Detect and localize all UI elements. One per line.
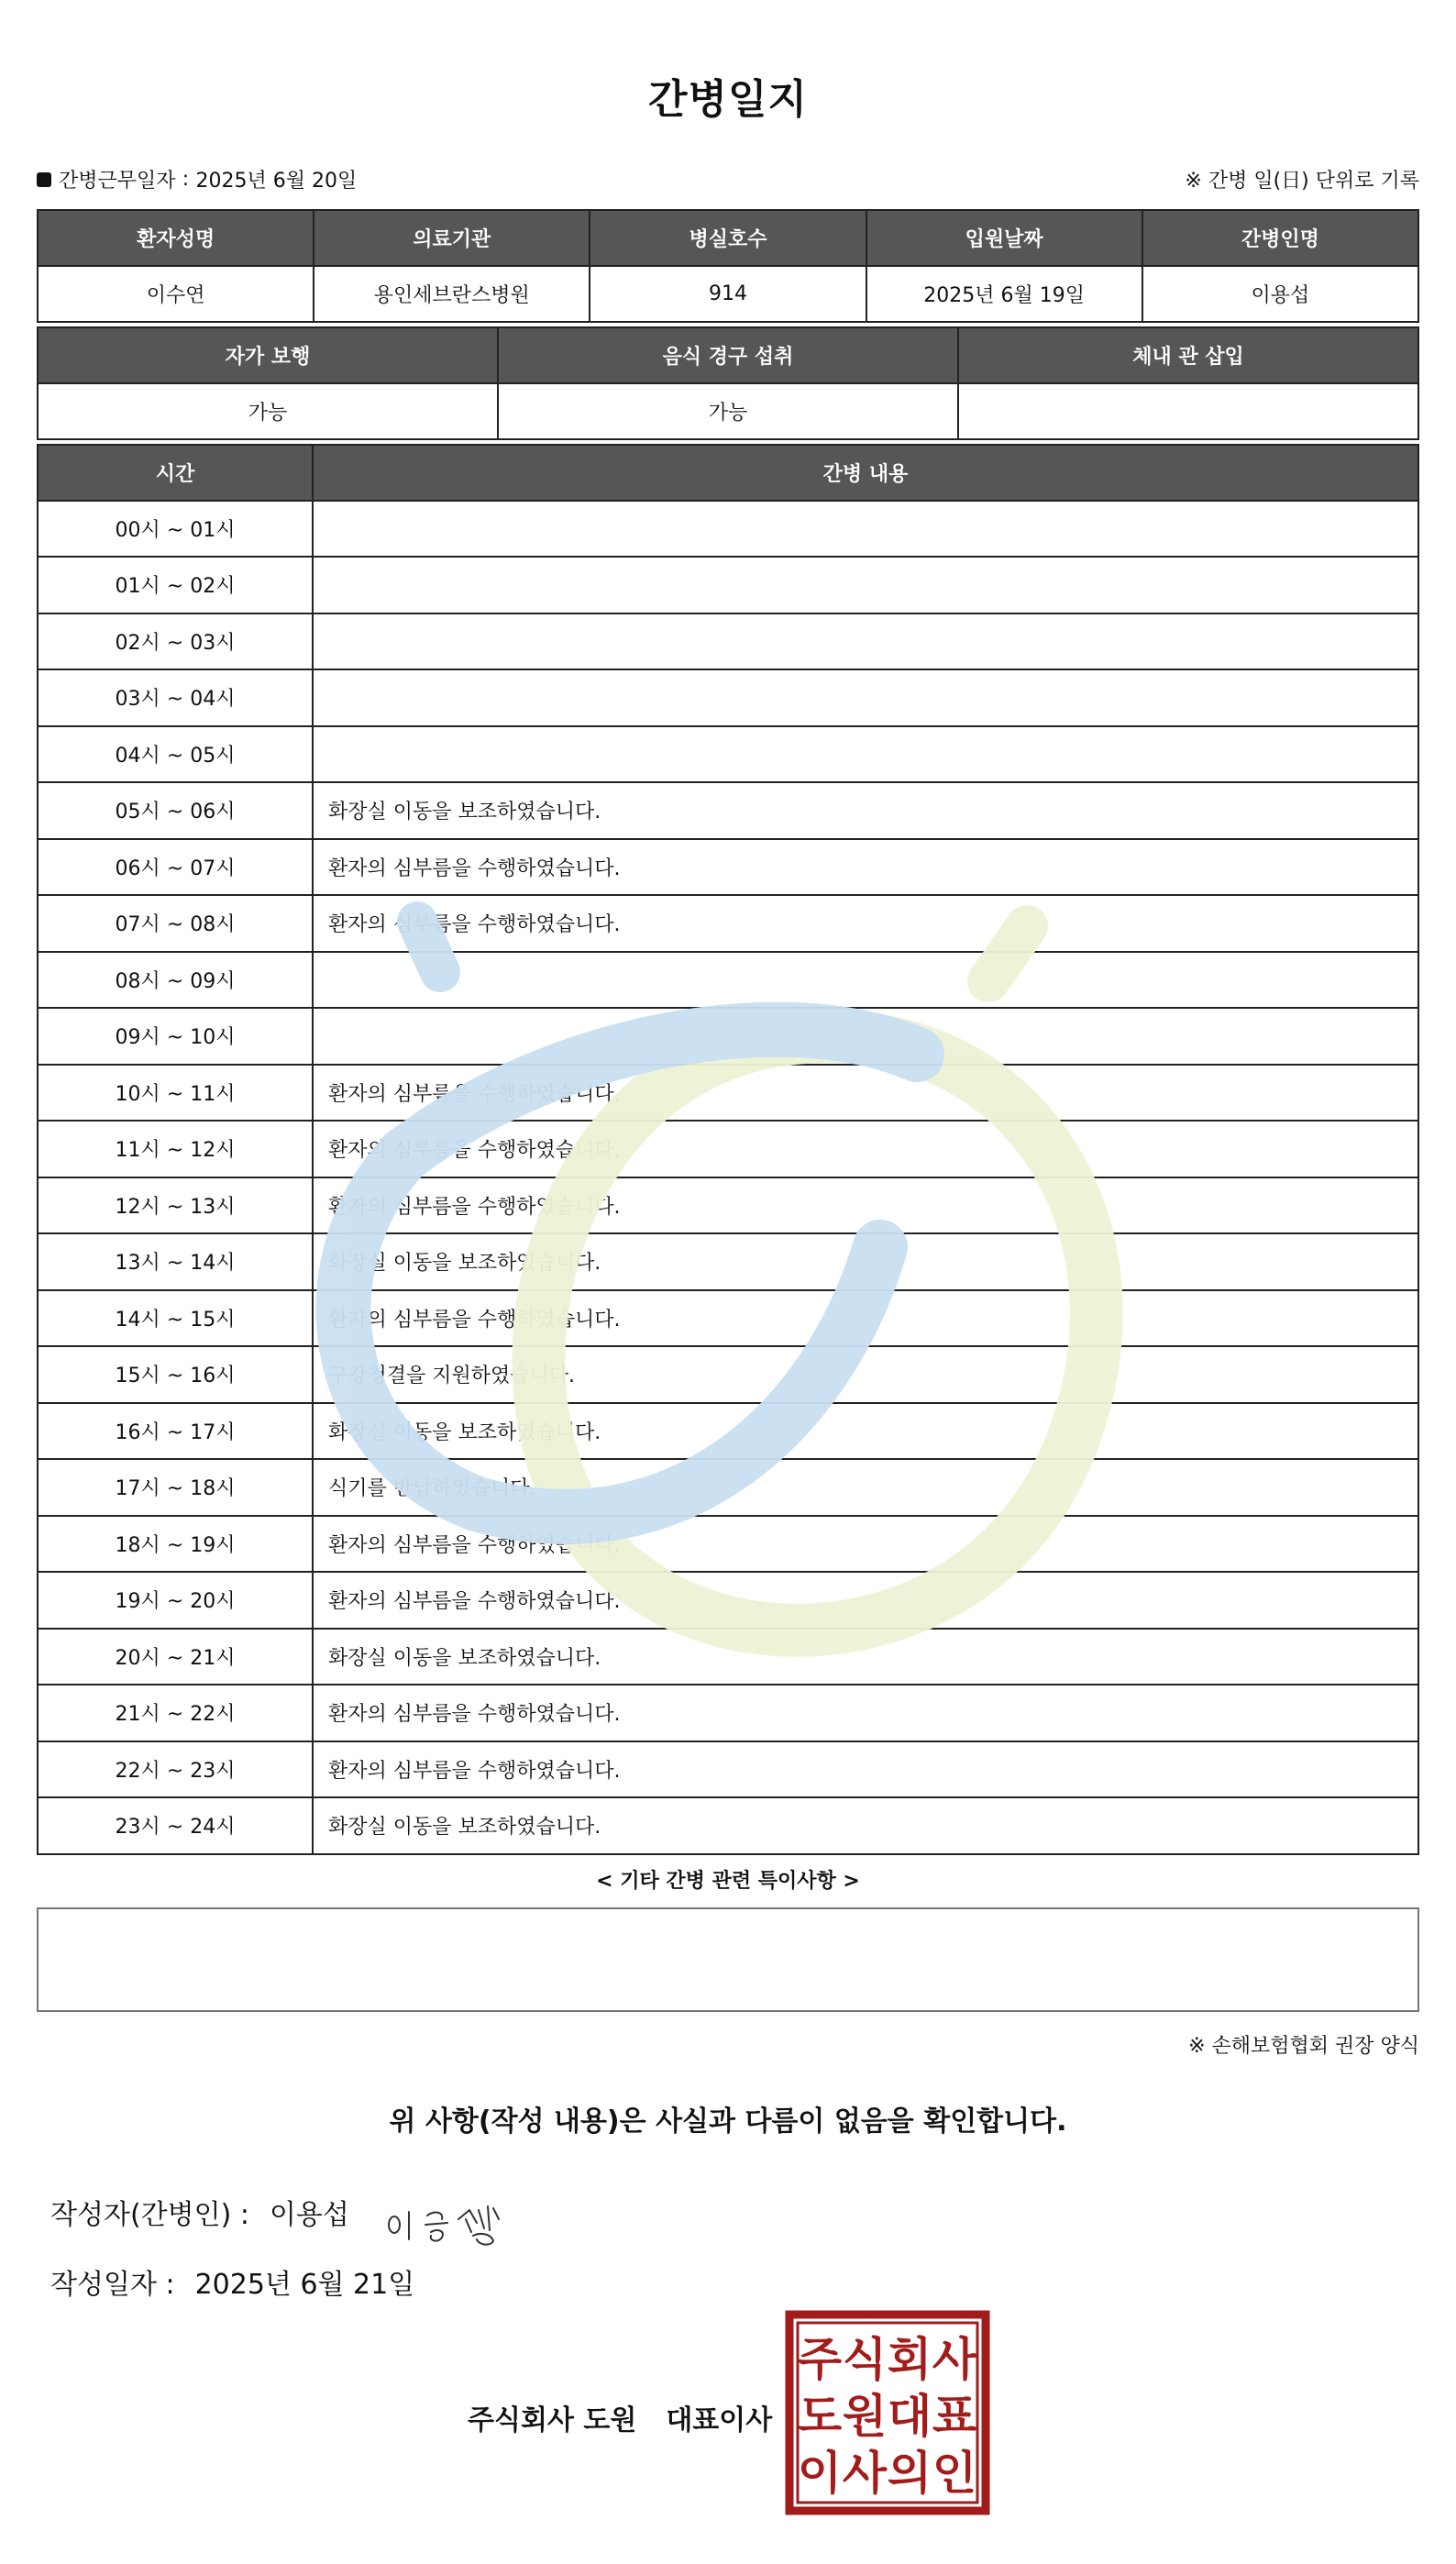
care-log-content	[313, 952, 1418, 1009]
tube-insertion-value	[958, 383, 1418, 439]
care-log-row	[38, 1008, 1418, 1065]
work-date-label: 간병근무일자	[59, 170, 176, 193]
patient-info-header-row	[38, 210, 1418, 266]
seal-glyph: 회	[887, 2333, 932, 2386]
care-log-time: 09시 ~ 10시	[38, 1008, 313, 1065]
care-log-content	[313, 557, 1418, 613]
seal-glyph: 사	[932, 2333, 977, 2386]
care-log-content: 환자의 심부름을 수행하였습니다.	[313, 1177, 1418, 1234]
care-log-content: 구강청결을 지원하였습니다.	[313, 1346, 1418, 1403]
care-log-content: 화장실 이동을 보조하였습니다.	[313, 1403, 1418, 1460]
write-date-line	[50, 2261, 414, 2302]
care-log-time: 08시 ~ 09시	[38, 952, 313, 1009]
seal-glyph: 원	[842, 2390, 888, 2443]
header-patient-name: 환자성명	[38, 210, 314, 266]
care-log-time: 20시 ~ 21시	[38, 1629, 313, 1685]
care-log-row	[38, 952, 1418, 1009]
care-log-time: 14시 ~ 15시	[38, 1290, 313, 1347]
care-log-row	[38, 1741, 1418, 1798]
care-log-content: 환자의 심부름을 수행하였습니다.	[313, 1685, 1418, 1741]
header-institution: 의료기관	[314, 210, 590, 266]
header-tube-insertion: 체내 관 삽입	[958, 327, 1418, 383]
writer-line	[50, 2192, 349, 2232]
care-log-content: 환자의 심부름을 수행하였습니다.	[313, 1121, 1418, 1177]
care-log-content	[313, 501, 1418, 557]
seal-glyph: 대	[887, 2390, 932, 2443]
condition-header-row	[38, 327, 1418, 383]
care-log-content: 화장실 이동을 보조하였습니다.	[313, 782, 1418, 839]
room-number: 914	[590, 266, 866, 322]
care-log-time: 15시 ~ 16시	[38, 1346, 313, 1403]
care-log-time: 00시 ~ 01시	[38, 501, 313, 557]
confirmation-statement: 위 사항(작성 내용)은 사실과 다름이 없음을 확인합니다.	[389, 2105, 1067, 2138]
care-log-content: 환자의 심부름을 수행하였습니다.	[313, 1065, 1418, 1122]
care-log-row	[38, 895, 1418, 952]
care-log-content: 환자의 심부름을 수행하였습니다.	[313, 895, 1418, 952]
care-log-content: 환자의 심부름을 수행하였습니다.	[313, 1290, 1418, 1347]
care-log-row	[38, 1403, 1418, 1460]
care-log-row	[38, 1065, 1418, 1122]
bullet-square-icon	[37, 172, 51, 187]
condition-value-row	[38, 383, 1418, 439]
care-log-row	[38, 1685, 1418, 1741]
care-log-table	[37, 444, 1419, 1855]
company-representative-title: 대표이사	[666, 2404, 773, 2437]
header-time: 시간	[38, 445, 313, 501]
care-log-row	[38, 1290, 1418, 1347]
care-log-row	[38, 1177, 1418, 1234]
care-log-row	[38, 501, 1418, 557]
care-log-time: 01시 ~ 02시	[38, 557, 313, 613]
seal-glyph: 사	[842, 2447, 888, 2500]
seal-glyph: 인	[932, 2447, 977, 2500]
company-signoff	[468, 2397, 772, 2437]
care-log-time: 21시 ~ 22시	[38, 1685, 313, 1741]
caregiver-name: 이용섭	[1142, 266, 1418, 322]
work-date-value: 2025년 6월 20일	[195, 170, 358, 193]
care-log-content	[313, 669, 1418, 726]
care-log-row	[38, 726, 1418, 783]
write-date-label: 작성일자 :	[50, 2269, 175, 2301]
seal-glyph: 의	[887, 2447, 932, 2500]
self-walking-value: 가능	[38, 383, 498, 439]
care-log-row	[38, 1516, 1418, 1573]
care-log-time: 05시 ~ 06시	[38, 782, 313, 839]
notes-title: < 기타 간병 관련 특이사항 >	[596, 1870, 860, 1893]
care-log-time: 06시 ~ 07시	[38, 839, 313, 896]
care-log-content: 화장실 이동을 보조하였습니다.	[313, 1797, 1418, 1854]
care-log-row	[38, 613, 1418, 670]
care-log-content: 화장실 이동을 보조하였습니다.	[313, 1629, 1418, 1685]
care-log-row	[38, 1572, 1418, 1629]
care-log-content	[313, 726, 1418, 783]
care-log-row	[38, 1346, 1418, 1403]
form-note: ※ 손해보험협회 권장 양식	[1188, 2035, 1419, 2058]
writer-name: 이용섭	[269, 2199, 349, 2231]
header-oral-intake: 음식 경구 섭취	[498, 327, 958, 383]
writer-label: 작성자(간병인) :	[50, 2199, 249, 2231]
care-log-row	[38, 839, 1418, 896]
admission-date: 2025년 6월 19일	[866, 266, 1142, 322]
work-date-separator: :	[182, 168, 190, 191]
write-date-value: 2025년 6월 21일	[194, 2269, 415, 2301]
care-log-time: 13시 ~ 14시	[38, 1233, 313, 1290]
care-log-content	[313, 613, 1418, 670]
care-log-content: 환자의 심부름을 수행하였습니다.	[313, 839, 1418, 896]
care-log-time: 16시 ~ 17시	[38, 1403, 313, 1460]
care-log-content: 화장실 이동을 보조하였습니다.	[313, 1233, 1418, 1290]
care-log-time: 02시 ~ 03시	[38, 613, 313, 670]
header-room: 병실호수	[590, 210, 866, 266]
care-log-time: 17시 ~ 18시	[38, 1459, 313, 1516]
care-log-time: 11시 ~ 12시	[38, 1121, 313, 1177]
header-self-walking: 자가 보행	[38, 327, 498, 383]
care-log-row	[38, 669, 1418, 726]
condition-info-table	[37, 326, 1419, 440]
care-log-time: 03시 ~ 04시	[38, 669, 313, 726]
seal-glyph: 주	[797, 2333, 843, 2386]
care-log-content	[313, 1008, 1418, 1065]
patient-name: 이수연	[38, 266, 314, 322]
header-caregiver-name: 간병인명	[1142, 210, 1418, 266]
handwritten-signature	[381, 2192, 528, 2250]
care-log-row	[38, 1233, 1418, 1290]
company-name: 주식회사 도원	[468, 2404, 637, 2437]
unit-note: ※ 간병 일(日) 단위로 기록	[1185, 170, 1419, 193]
care-log-header-row	[38, 445, 1418, 501]
care-log-row	[38, 1629, 1418, 1685]
patient-info-table	[37, 209, 1419, 323]
header-care-content: 간병 내용	[313, 445, 1418, 501]
care-log-time: 18시 ~ 19시	[38, 1516, 313, 1573]
care-log-row	[38, 1459, 1418, 1516]
care-log-row	[38, 782, 1418, 839]
seal-glyph: 식	[842, 2333, 888, 2386]
header-admission-date: 입원날짜	[866, 210, 1142, 266]
care-log-time: 12시 ~ 13시	[38, 1177, 313, 1234]
seal-glyph: 도	[797, 2390, 843, 2443]
company-seal-stamp	[784, 2309, 991, 2516]
seal-glyph: 이	[797, 2447, 843, 2500]
patient-info-value-row	[38, 266, 1418, 322]
care-log-row	[38, 557, 1418, 613]
document-title: 간병일지	[647, 76, 808, 123]
care-log-content: 식기를 반납하였습니다.	[313, 1459, 1418, 1516]
work-date-line	[37, 165, 357, 193]
care-log-time: 07시 ~ 08시	[38, 895, 313, 952]
care-log-row	[38, 1121, 1418, 1177]
care-log-content: 환자의 심부름을 수행하였습니다.	[313, 1572, 1418, 1629]
seal-glyph: 표	[932, 2390, 977, 2443]
care-log-time: 10시 ~ 11시	[38, 1065, 313, 1122]
care-log-content: 환자의 심부름을 수행하였습니다.	[313, 1741, 1418, 1798]
care-log-row	[38, 1797, 1418, 1854]
institution: 용인세브란스병원	[314, 266, 590, 322]
notes-box	[37, 1907, 1419, 2012]
care-log-time: 19시 ~ 20시	[38, 1572, 313, 1629]
care-log-time: 22시 ~ 23시	[38, 1741, 313, 1798]
oral-intake-value: 가능	[498, 383, 958, 439]
care-log-time: 04시 ~ 05시	[38, 726, 313, 783]
care-log-time: 23시 ~ 24시	[38, 1797, 313, 1854]
care-log-content: 환자의 심부름을 수행하였습니다.	[313, 1516, 1418, 1573]
